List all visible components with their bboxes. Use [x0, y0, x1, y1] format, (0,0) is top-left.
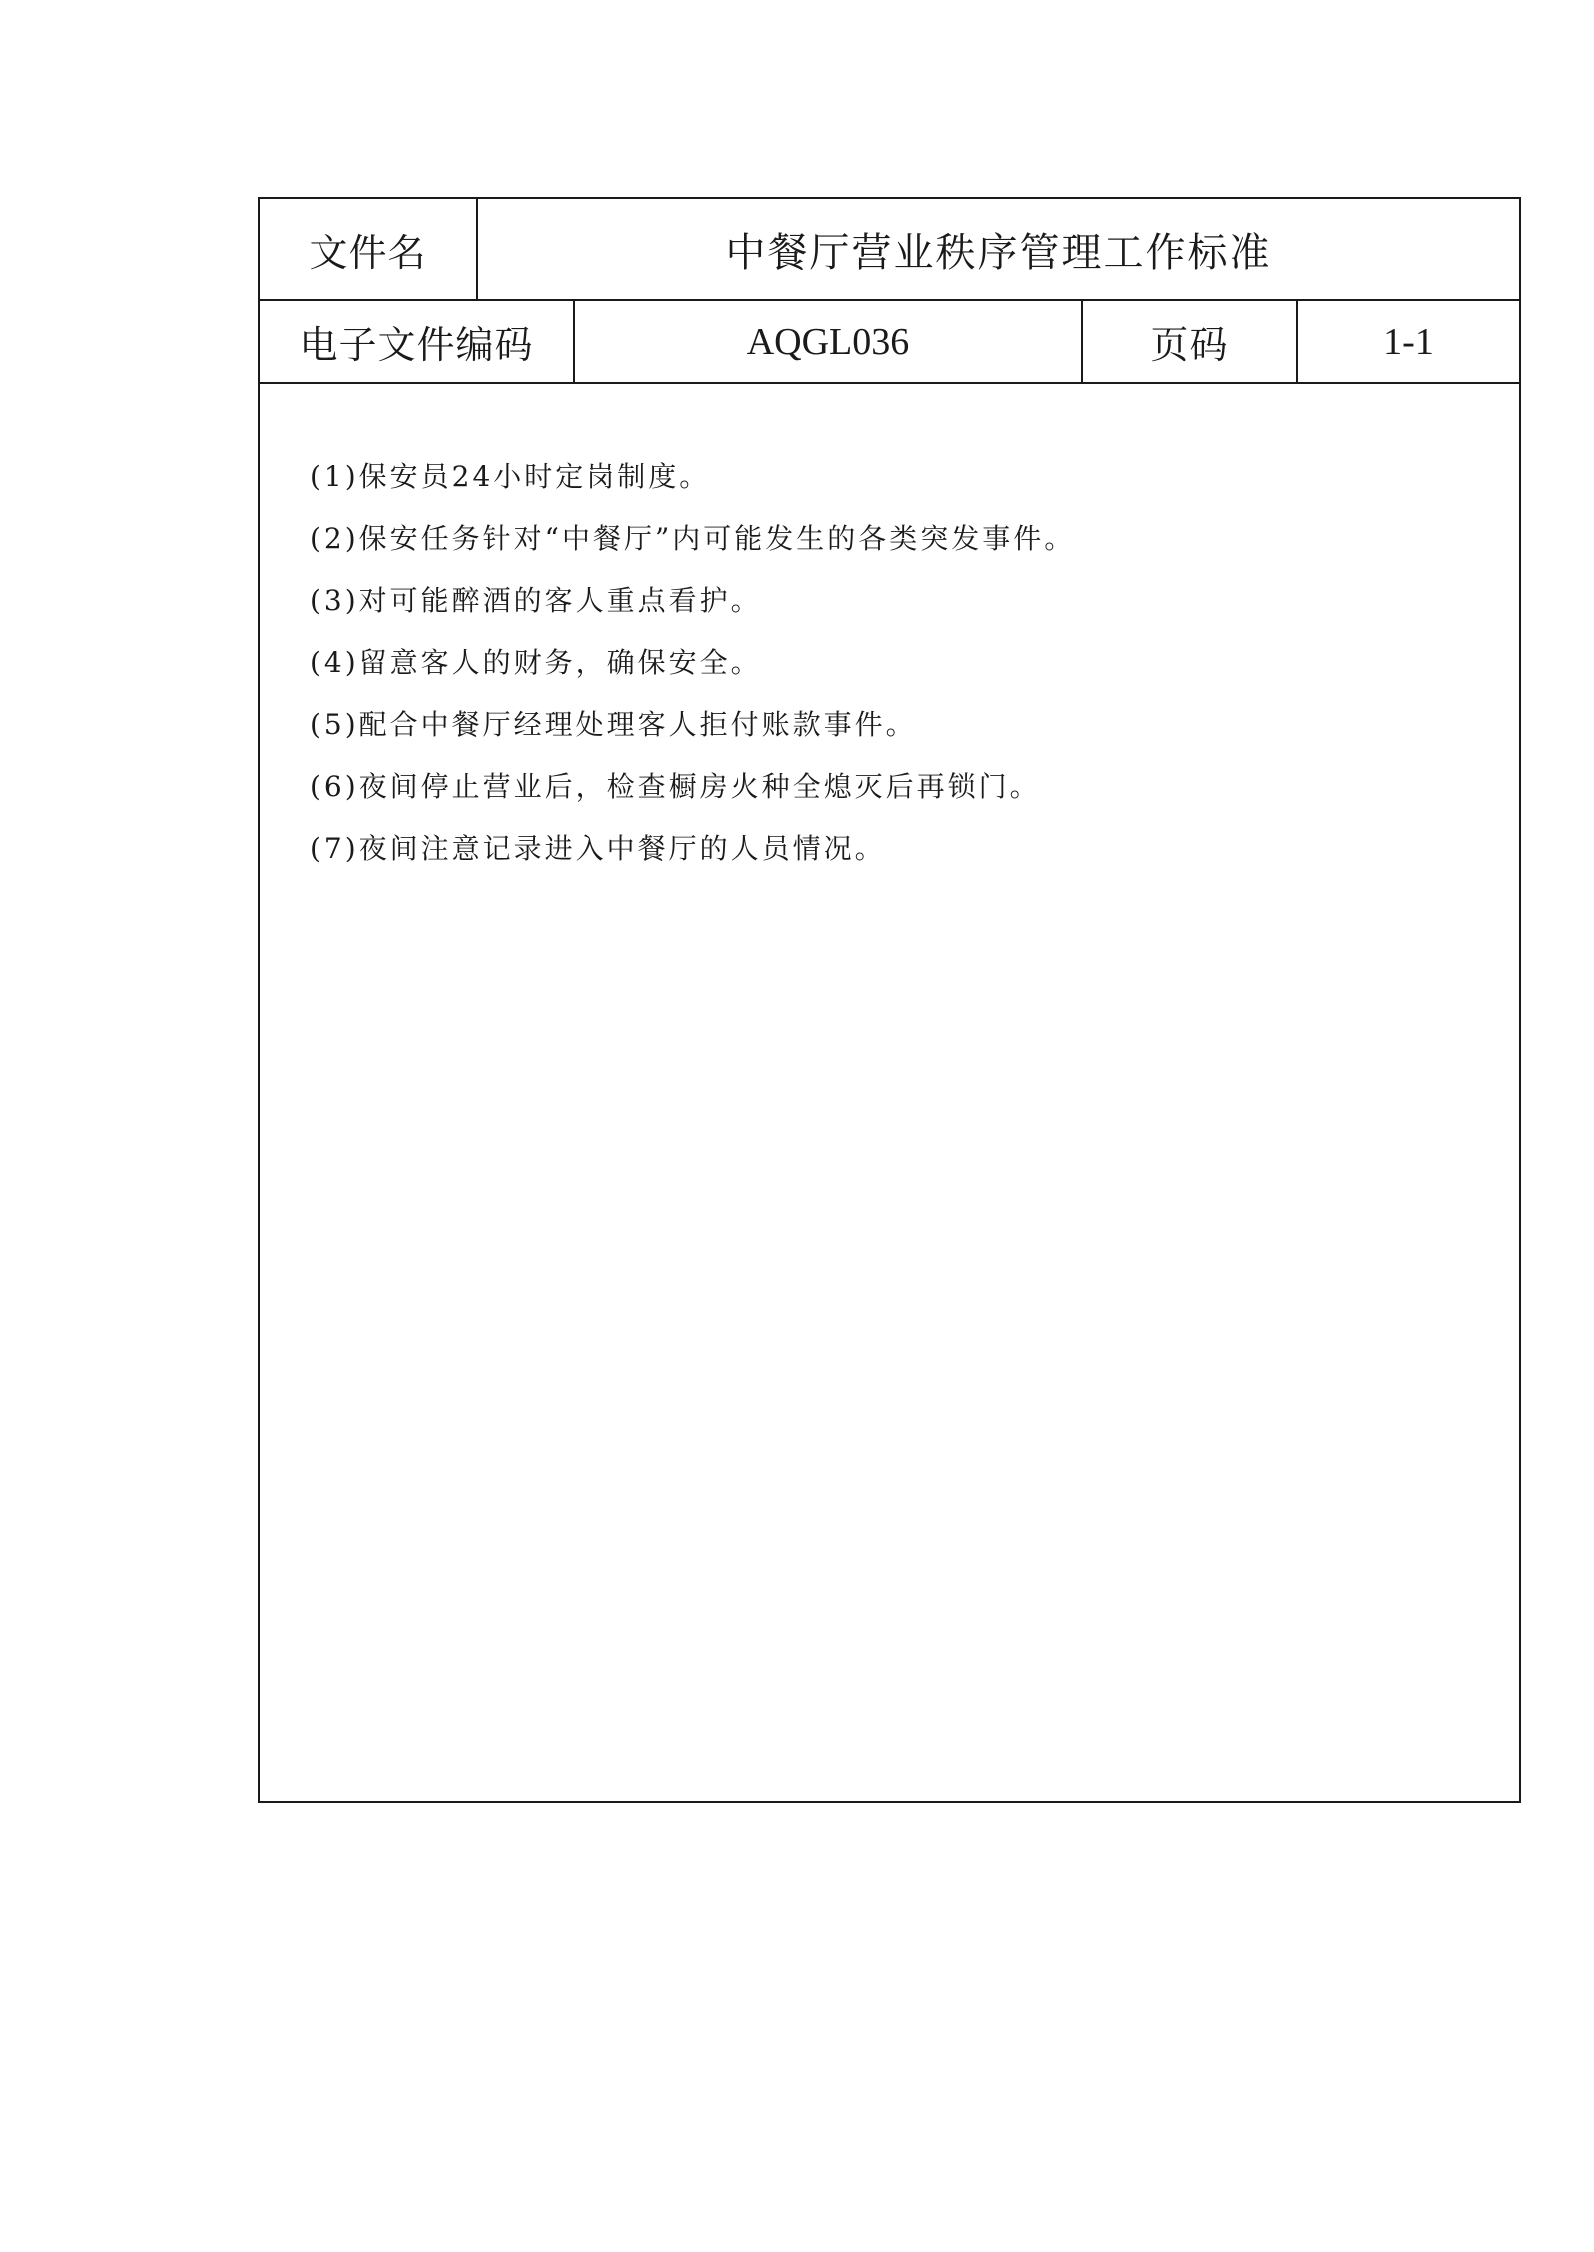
list-item: (5)配合中餐厅经理处理客人拒付账款事件。	[310, 708, 917, 741]
page-label-cell	[1083, 301, 1298, 382]
list-item: (4)留意客人的财务，确保安全。	[310, 646, 762, 679]
list-item: (1)保安员24小时定岗制度。	[310, 460, 711, 493]
header-row-title	[260, 199, 1519, 301]
header-row-code	[260, 301, 1519, 384]
file-name-label-cell	[260, 199, 478, 299]
list-item: (7)夜间注意记录进入中餐厅的人员情况。	[310, 832, 886, 865]
list-item: (3)对可能醉酒的客人重点看护。	[310, 584, 762, 617]
document-frame	[258, 197, 1521, 1803]
code-value: AQGL036	[746, 320, 910, 363]
code-label: 电子文件编码	[299, 323, 534, 367]
code-label-cell	[260, 301, 575, 382]
page-value-cell	[1298, 301, 1519, 382]
document-title-cell	[478, 199, 1519, 299]
document-title: 中餐厅营业秩序管理工作标准	[725, 229, 1272, 276]
list-item: (6)夜间停止营业后，检查橱房火种全熄灭后再锁门。	[310, 770, 1041, 803]
code-value-cell	[575, 301, 1083, 382]
content-area	[260, 384, 1519, 1801]
file-name-label: 文件名	[309, 230, 427, 275]
list-item: (2)保安任务针对“中餐厅”内可能发生的各类突发事件。	[310, 522, 1076, 555]
rule-list	[310, 446, 1479, 880]
page-label: 页码	[1150, 323, 1229, 367]
page-value: 1-1	[1383, 320, 1434, 363]
